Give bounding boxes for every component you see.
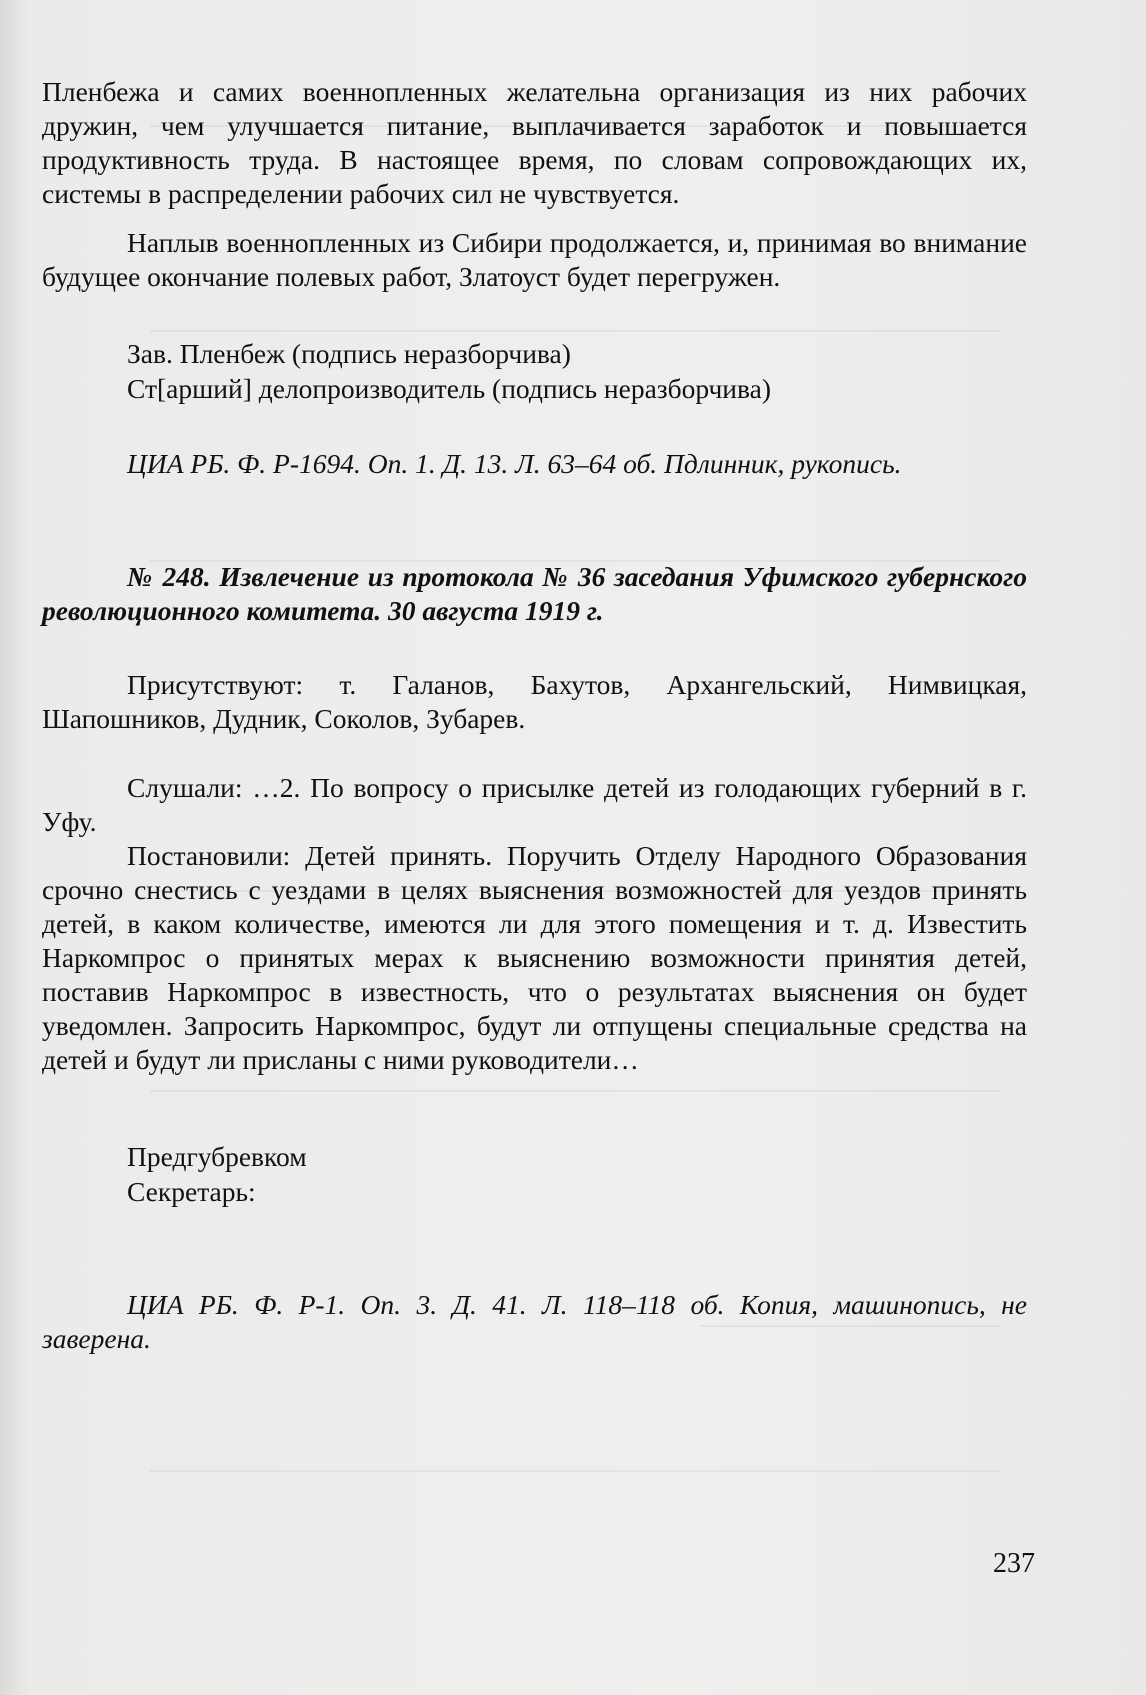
signature-clerk: Ст[арший] делопроизводитель (подпись неразборчива) xyxy=(127,373,772,404)
paragraph-continuation: Пленбежа и самих военнопленных желательна организация из них рабочих дружин, чем улучшается питание, выплачивается заработок и повышается продуктивность труда. В настоящее время, по словам сопровождающих их, системы в распределении рабочих сил не чувствуется. xyxy=(42,76,1027,209)
heard-item: Слушали: …2. По вопросу о присылке детей из голодающих губерний в г. Уфу. xyxy=(42,772,1027,837)
page-number: 237 xyxy=(993,1548,1035,1579)
archive-source-1: ЦИА РБ. Ф. Р-1694. Оп. 1. Д. 13. Л. 63–64 об. Пдлинник, рукопись. xyxy=(127,448,902,479)
paragraph-overflow: Наплыв военнопленных из Сибири продолжается, и, принимая во внимание будущее окончание полевых работ, Златоуст будет перегружен. xyxy=(42,227,1027,292)
present-list: Присутствуют: т. Галанов, Бахутов, Архангельский, Нимвицкая, Шапошников, Дудник, Соколов, Зубарев. xyxy=(42,669,1027,734)
document-heading: № 248. Извлечение из протокола № 36 заседания Уфимского губернского революционного комитета. 30 августа 1919 г. xyxy=(42,561,1027,626)
signature-chairman: Предгубревком xyxy=(127,1141,307,1172)
signature-head: Зав. Пленбеж (подпись неразборчива) xyxy=(127,338,571,369)
signature-secretary: Секретарь: xyxy=(127,1176,256,1207)
resolved-item: Постановили: Детей принять. Поручить Отделу Народного Образования срочно снестись с уездами в целях выяснения возможностей для уездов принять детей, в каком количестве, имеются ли для этого помещения и т. д. Известить Наркомпрос о принятых мерах к выяснению возможности принятия детей, поставив Наркомпрос в известность, что о результатах выяснения он будет уведомлен. Запросить Наркомпрос, будут ли отпущены специальные средства на детей и будут ли присланы с ними руководители… xyxy=(42,840,1027,1075)
archive-source-2: ЦИА РБ. Ф. Р-1. Оп. 3. Д. 41. Л. 118–118 об. Копия, машинопись, не заверена. xyxy=(42,1289,1027,1354)
